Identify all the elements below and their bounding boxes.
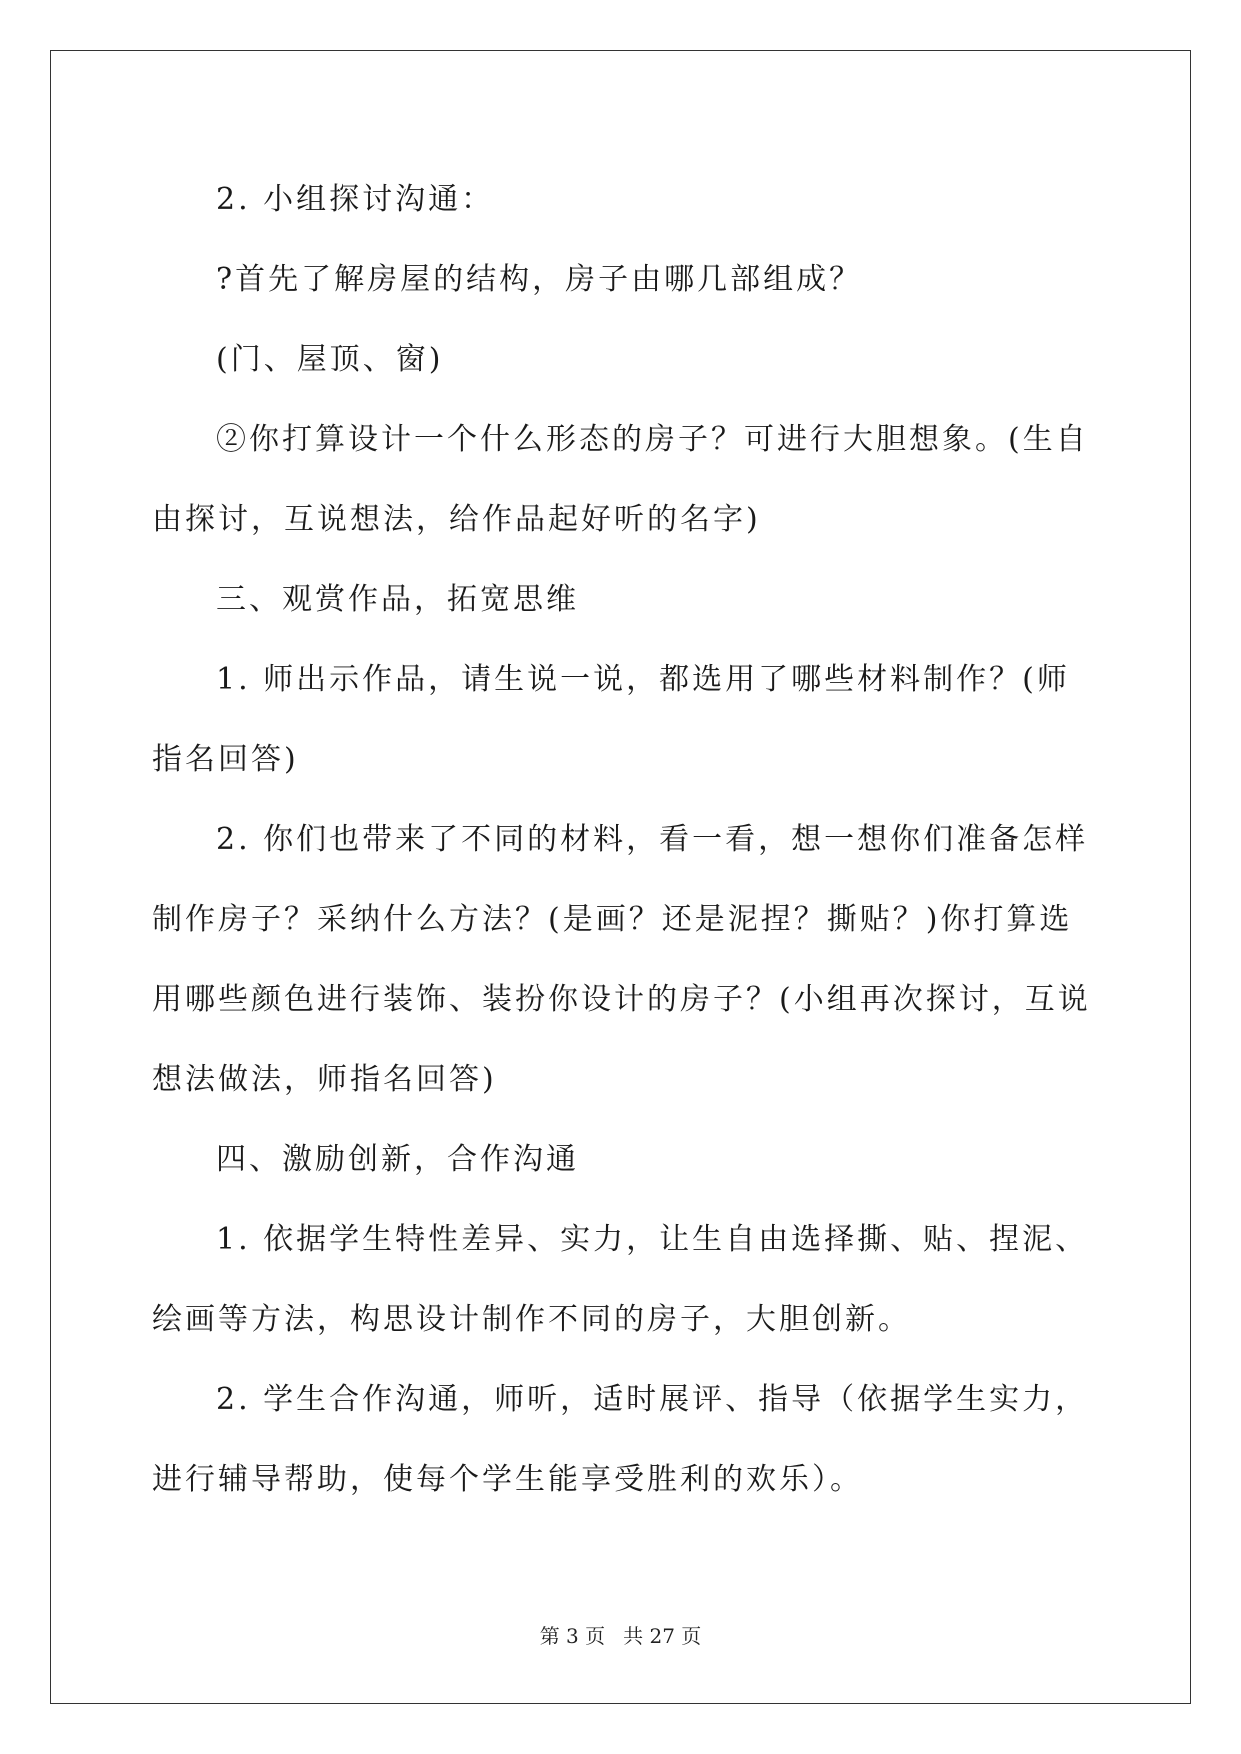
paragraph-cooperate: 2. 学生合作沟通，师听，适时展评、指导（依据学生实力，进行辅导帮助，使每个学生能享受胜利的欢乐）。 bbox=[152, 1382, 1089, 1497]
section-heading-innovate: 四、激励创新，合作沟通 bbox=[216, 1142, 579, 1177]
paragraph-show-works: 1. 师出示作品，请生说一说，都选用了哪些材料制作？(师指名回答) bbox=[152, 662, 1070, 777]
page-footer bbox=[0, 1620, 1241, 1649]
section-heading-appreciate: 三、观赏作品，拓宽思维 bbox=[216, 582, 579, 617]
paragraph-choose-methods: 1. 依据学生特性差异、实力，让生自由选择撕、贴、捏泥、绘画等方法，构思设计制作不同的房子，大胆创新。 bbox=[152, 1222, 1089, 1337]
paragraph-materials: 2. 你们也带来了不同的材料，看一看，想一想你们准备怎样制作房子？采纳什么方法？(是画？还是泥捏？撕贴？)你打算选用哪些颜色进行装饰、装扮你设计的房子？(小组再次探讨，互说想法做法，师指名回答) bbox=[152, 822, 1091, 1097]
paragraph-group-discussion: 2. 小组探讨沟通： bbox=[216, 182, 495, 217]
page-number: 第 3 页 bbox=[539, 1624, 606, 1648]
paragraph-house-parts: (门、屋顶、窗) bbox=[216, 342, 444, 377]
document-body bbox=[152, 160, 1092, 1520]
paragraph-house-structure: ?首先了解房屋的结构，房子由哪几部组成？ bbox=[216, 262, 863, 297]
paragraph-design-shape: ②你打算设计一个什么形态的房子？可进行大胆想象。(生自由探讨，互说想法，给作品起好听的名字) bbox=[152, 422, 1089, 537]
page-total: 共 27 页 bbox=[623, 1624, 702, 1648]
